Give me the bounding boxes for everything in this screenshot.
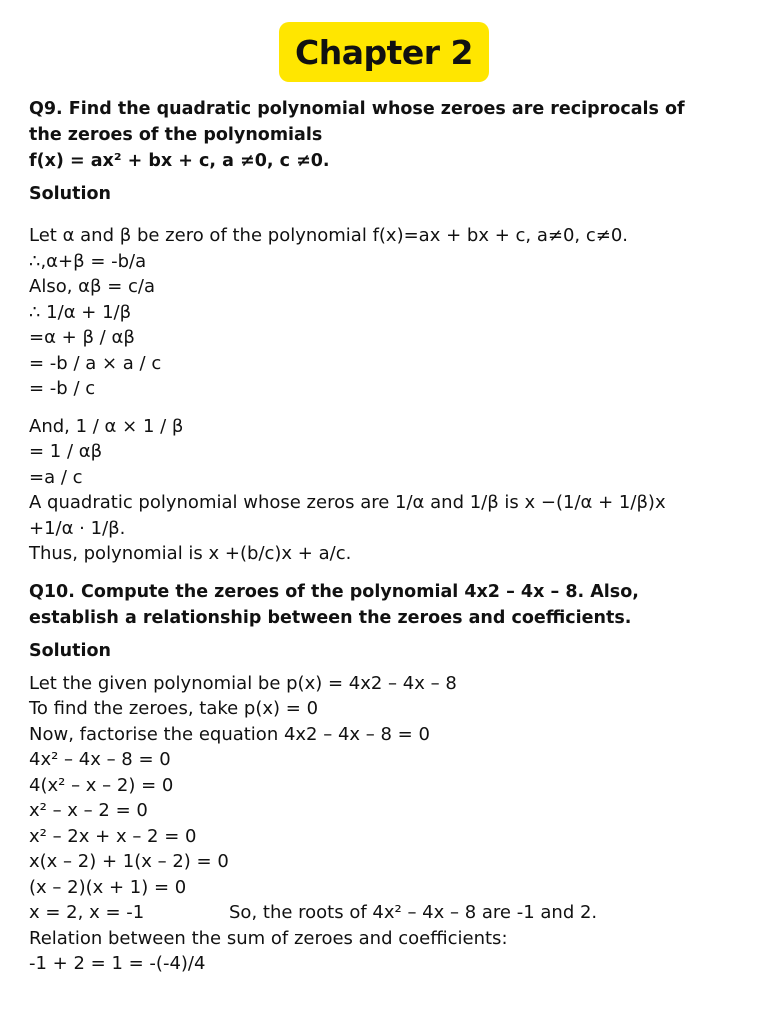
q9-line: ∴,α+β = -b/a (29, 250, 147, 272)
q10-relation-line: Relation between the sum of zeroes and coefficients: (29, 927, 508, 949)
q10-line: Let the given polynomial be p(x) = 4x2 – 4x – 8 (29, 672, 457, 694)
q10-roots-line (29, 900, 749, 926)
q10-question-line-2: establish a relationship between the zeroes and coefficients. (29, 607, 632, 628)
q10-line: x(x – 2) + 1(x – 2) = 0 (29, 851, 229, 872)
q10-roots-right: So, the roots of 4x² – 4x – 8 are -1 and 2. (229, 902, 598, 923)
q9-line: Also, αβ = c/a (29, 276, 156, 297)
q10-question-line-1: Q10. Compute the zeroes of the polynomial 4x2 – 4x – 8. Also, (29, 581, 639, 602)
q9-line: = -b / c (29, 378, 96, 399)
document-content (29, 96, 749, 977)
q9-line: =α + β / αβ (29, 327, 135, 348)
q9-question-line-3: f(x) = ax² + bx + c, a ≠0, c ≠0. (29, 151, 330, 171)
q9-line: Let α and β be zero of the polynomial f(x)=ax + bx + c, a≠0, c≠0. (29, 225, 628, 246)
q10-line: 4(x² – x – 2) = 0 (29, 774, 174, 796)
q9-solution-label: Solution (29, 184, 111, 204)
q10-line: To find the zeroes, take p(x) = 0 (29, 698, 319, 719)
q9-line: Thus, polynomial is x +(b/c)x + a/c. (29, 543, 352, 564)
q9-line: = -b / a × a / c (29, 352, 162, 374)
q10-solution-label: Solution (29, 640, 111, 661)
q9-line: +1/α · 1/β. (29, 517, 126, 539)
q10-line: x² – x – 2 = 0 (29, 800, 148, 821)
q10-line: 4x² – 4x – 8 = 0 (29, 749, 171, 770)
q9-question-line-2: the zeroes of the polynomials (29, 125, 323, 145)
q9-line: A quadratic polynomial whose zeros are 1/α and 1/β is x −(1/α + 1/β)x (29, 492, 666, 513)
q10-roots-left: x = 2, x = -1 (29, 902, 145, 923)
q9-line: =a / c (29, 466, 83, 488)
q9-line: And, 1 / α × 1 / β (29, 415, 184, 437)
q9-question-line-1: Q9. Find the quadratic polynomial whose zeroes are reciprocals of (29, 99, 685, 119)
q9-line: ∴ 1/α + 1/β (29, 301, 132, 323)
q10-line: (x – 2)(x + 1) = 0 (29, 876, 187, 898)
q10-line: x² – 2x + x – 2 = 0 (29, 825, 197, 847)
q10-relation-line: -1 + 2 = 1 = -(-4)/4 (29, 953, 206, 974)
q9-line: = 1 / αβ (29, 441, 103, 462)
q10-line: Now, factorise the equation 4x2 – 4x – 8 = 0 (29, 723, 430, 745)
chapter-title-badge: Chapter 2 (279, 22, 489, 82)
